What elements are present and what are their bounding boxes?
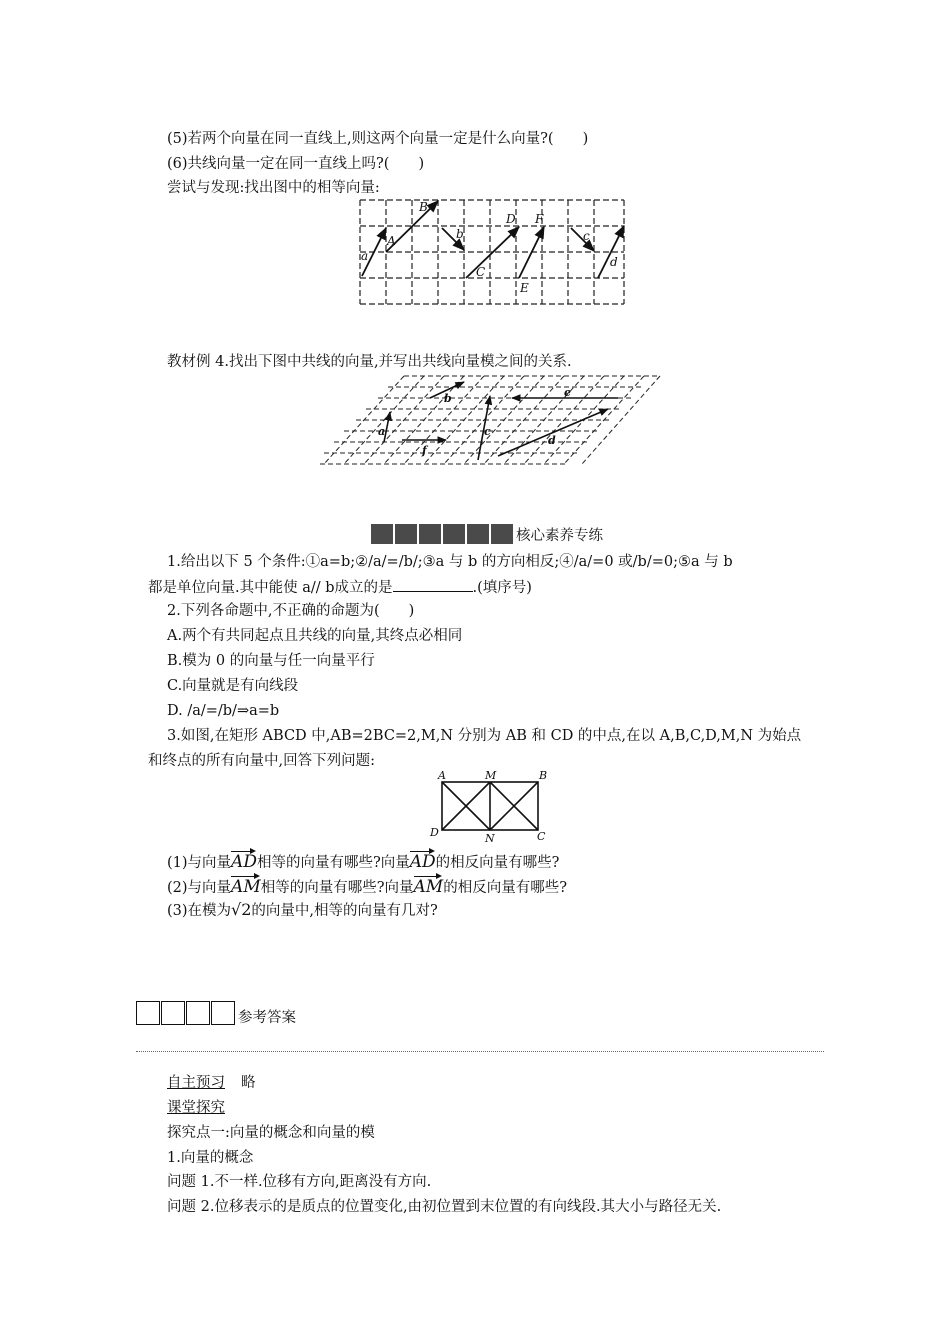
label-a: a — [361, 249, 369, 263]
problem-1-text: 都是单位向量.其中能使 a// b成立的是 — [148, 580, 393, 596]
problem-1-line-2 — [148, 577, 532, 598]
equal-vectors-grid-figure — [356, 196, 628, 308]
heading-box — [186, 1001, 210, 1025]
rect-label-D: D — [430, 826, 439, 839]
vector-d — [598, 226, 624, 278]
label2-d: d — [548, 434, 556, 447]
sub1-text-a: (1)与向量 — [167, 855, 232, 871]
try-discover-text: 尝试与发现:找出图中的相等向量: — [167, 180, 380, 196]
label-c: c — [583, 229, 590, 243]
label-F: F — [535, 212, 544, 226]
heading-box — [161, 1001, 185, 1025]
sub1-text-b: 相等的向量有哪些?向量 — [256, 855, 410, 871]
example-4-text: 教材例 4.找出下图中共线的向量,并写出共线向量模之间的关系. — [167, 354, 572, 370]
rect-label-N: N — [485, 832, 495, 844]
label-C: C — [476, 265, 486, 279]
explore-point-1: 探究点一:向量的概念和向量的模 — [167, 1125, 375, 1141]
self-preview-line — [167, 1073, 256, 1093]
problem-3-line-2: 和终点的所有向量中,回答下列问题: — [148, 753, 375, 769]
banner-block — [466, 523, 490, 545]
problem-1-line-1: 1.给出以下 5 个条件:①a=b;②/a/=/b/;③a 与 b 的方向相反;④/a/=0 或/b/=0;⑤a 与 b — [167, 554, 733, 570]
sub3-text-a: (3)在模为 — [167, 903, 232, 919]
label-d: d — [610, 255, 618, 269]
question-6: (6)共线向量一定在同一直线上吗?( ) — [167, 156, 425, 172]
class-explore-line — [167, 1098, 225, 1118]
rect-label-M: M — [485, 769, 497, 782]
divider — [136, 1051, 824, 1052]
class-explore-label: 课堂探究 — [167, 1100, 225, 1116]
vector-AM: AM — [231, 874, 261, 897]
self-preview-label: 自主预习 — [167, 1075, 225, 1091]
rect-label-A: A — [438, 769, 446, 782]
label-E: E — [520, 281, 529, 295]
sub1-text-c: 的相反向量有哪些? — [435, 855, 560, 871]
sub-question-1 — [167, 849, 559, 873]
option-b: B.模为 0 的向量与任一向量平行 — [167, 653, 375, 669]
label-b: b — [456, 227, 464, 241]
sub2-text-c: 的相反向量有哪些? — [443, 880, 567, 896]
banner-block — [490, 523, 514, 545]
label2-b: b — [444, 392, 452, 405]
sub-question-3 — [167, 900, 438, 921]
label-D: D — [506, 212, 516, 226]
sub3-text-b: 的向量中,相等的向量有几对? — [251, 903, 438, 919]
label2-f: f — [422, 444, 427, 457]
option-c: C.向量就是有向线段 — [167, 678, 299, 694]
answers-title: 参考答案 — [238, 1010, 296, 1026]
answer-question-1: 问题 1.不一样.位移有方向,距离没有方向. — [167, 1174, 432, 1190]
heading-box — [211, 1001, 235, 1025]
problem-1-suffix: .(填序号) — [472, 580, 532, 596]
rect-label-C: C — [537, 830, 546, 843]
vector-AD: AD — [231, 849, 257, 872]
section-title: 核心素养专练 — [516, 527, 603, 544]
rect-label-B: B — [539, 769, 548, 782]
banner-block — [394, 523, 418, 545]
vector-d2 — [498, 409, 608, 456]
answer-question-2: 问题 2.位移表示的是质点的位置变化,由初位置到末位置的有向线段.其大小与路径无关. — [167, 1199, 722, 1215]
sub2-text-a: (2)与向量 — [167, 880, 232, 896]
banner-block — [418, 523, 442, 545]
label2-c: c — [484, 425, 491, 438]
sqrt-two: √2 — [231, 900, 252, 919]
label2-a: a — [378, 425, 386, 438]
problem-2: 2.下列各命题中,不正确的命题为( ) — [167, 603, 415, 619]
core-literacy-banner — [370, 523, 603, 545]
option-d: D. /a/=/b/⇒a=b — [167, 703, 280, 719]
banner-block — [442, 523, 466, 545]
label-A: A — [387, 234, 396, 248]
label2-e: e — [564, 386, 571, 399]
self-preview-note: 略 — [241, 1075, 256, 1091]
problem-3-line-1: 3.如图,在矩形 ABCD 中,AB=2BC=2,M,N 分别为 AB 和 CD 的中点,在以 A,B,C,D,M,N 为始点 — [167, 728, 802, 744]
sub2-text-b: 相等的向量有哪些?向量 — [260, 880, 414, 896]
sub-question-2 — [167, 874, 567, 898]
collinear-vectors-grid-figure — [318, 372, 664, 468]
vector-AM: AM — [414, 874, 444, 897]
vector-concept-heading: 1.向量的概念 — [167, 1150, 254, 1166]
vector-AD: AD — [410, 849, 436, 872]
option-a: A.两个有共同起点且共线的向量,其终点必相同 — [167, 628, 463, 644]
rectangle-abcd-figure — [428, 768, 552, 844]
label-B: B — [419, 200, 428, 214]
heading-box — [136, 1001, 160, 1025]
reference-answers-heading — [136, 998, 296, 1027]
banner-block — [370, 523, 394, 545]
question-5: (5)若两个向量在同一直线上,则这两个向量一定是什么向量?( ) — [167, 131, 589, 147]
answer-blank[interactable] — [393, 577, 473, 592]
